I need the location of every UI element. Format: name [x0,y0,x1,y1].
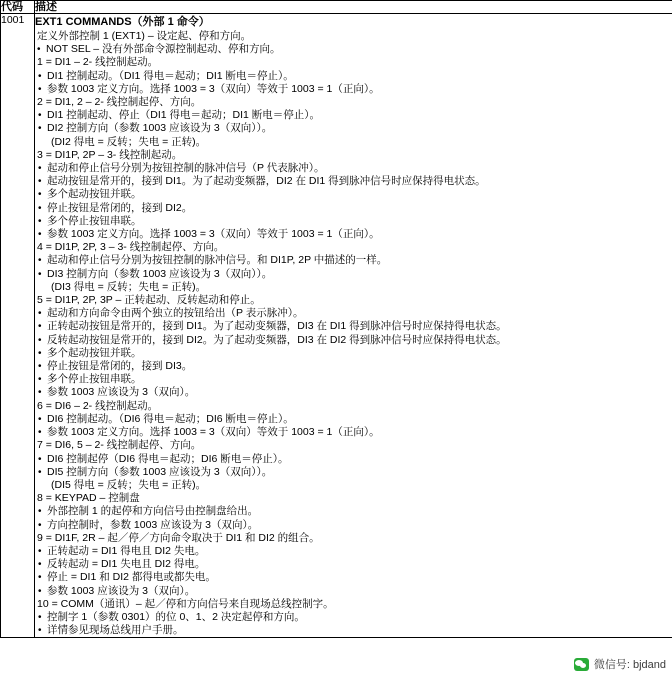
table-header-row [1,1,672,14]
description-line: • 参数 1003 应该设为 3（双向）。 [35,585,672,598]
description-line: • 起动和停止信号分别为按钮控制的脉冲信号（P 代表脉冲）。 [35,162,672,175]
description-line: • 停止按钮是常闭的，接到 DI2。 [35,202,672,215]
description-line: • 控制字 1（参数 0301）的位 0、1、2 决定起停和方向。 [35,611,672,624]
description-line: 10 = COMM（通讯）– 起／停和方向信号来自现场总线控制字。 [37,597,334,610]
description-line: • 参数 1003 定义方向。选择 1003 = 3（双向）等效于 1003 = 1（正向）。 [35,228,672,241]
column-header-description: 描述 [35,1,672,14]
description-line: • 起动和方向命令由两个独立的按钮给出（P 表示脉冲）。 [35,307,672,320]
description-line: • DI5 控制方向（参数 1003 应该设为 3（双向））。 [35,466,672,479]
description-line: • 方向控制时，参数 1003 应该设为 3（双向）。 [35,519,672,532]
description-line: • 参数 1003 应该设为 3（双向）。 [35,386,672,399]
description-line: 1 = DI1 – 2- 线控制起动。 [37,56,159,69]
description-line: • DI6 控制起停（DI6 得电＝起动；DI6 断电＝停止）。 [35,453,672,466]
description-line: • DI2 控制方向（参数 1003 应该设为 3（双向））。 [35,122,672,135]
column-header-code: 代码 [1,1,35,14]
description-line: • 外部控制 1 的起停和方向信号由控制盘给出。 [35,505,672,518]
description-line: • 参数 1003 定义方向。选择 1003 = 3（双向）等效于 1003 = 1（正向）。 [35,426,672,439]
description-line: • NOT SEL – 没有外部命令源控制起动、停和方向。 [35,43,672,56]
description-line: 6 = DI6 – 2- 线控制起动。 [37,399,159,412]
parameter-description [35,14,672,638]
parameter-code: 1001 [1,14,35,638]
description-line: 2 = DI1, 2 – 2- 线控制起停、方向。 [37,96,202,109]
description-line: 4 = DI1P, 2P, 3 – 3- 线控制起停、方向。 [37,241,225,254]
description-line: (DI5 得电 = 反转；失电 = 正转)。 [51,478,207,491]
description-line: 5 = DI1P, 2P, 3P – 正转起动、反转起动和停止。 [37,294,261,307]
description-line: • 多个停止按钮串联。 [35,215,672,228]
description-line: • 反转起动 = DI1 失电且 DI2 得电。 [35,558,672,571]
description-line: 定义外部控制 1 (EXT1) – 设定起、停和方向。 [37,30,252,42]
description-line: • 停止按钮是常闭的，接到 DI3。 [35,360,672,373]
description-line: • 详情参见现场总线用户手册。 [35,624,672,637]
description-line: 7 = DI6, 5 – 2- 线控制起停、方向。 [37,439,202,452]
description-line: • 多个停止按钮串联。 [35,373,672,386]
description-line: (DI2 得电 = 反转；失电 = 正转)。 [51,135,207,148]
parameter-title: EXT1 COMMANDS（外部 1 命令） [35,16,210,28]
description-line: • 停止 = DI1 和 DI2 都得电或都失电。 [35,571,672,584]
description-line: • DI3 控制方向（参数 1003 应该设为 3（双向））。 [35,268,672,281]
description-line: • 多个起动按钮并联。 [35,188,672,201]
watermark-text: 微信号: bjdand [593,659,666,671]
description-line: • 正转起动按钮是常开的，接到 DI1。为了起动变频器，DI3 在 DI1 得到脉冲信号时应保持得电状态。 [35,320,672,333]
description-line: • DI1 控制起动。（DI1 得电＝起动；DI1 断电＝停止）。 [35,70,672,83]
description-line: • 起动和停止信号分别为按钮控制的脉冲信号。和 DI1P, 2P 中描述的一样。 [35,254,672,267]
description-line: 9 = DI1F, 2R – 起／停／方向命令取决于 DI1 和 DI2 的组合。 [37,531,320,544]
description-line: • DI6 控制起动。（DI6 得电＝起动；DI6 断电＝停止）。 [35,413,672,426]
table-row [1,14,672,638]
description-line: • 多个起动按钮并联。 [35,347,672,360]
description-line: 8 = KEYPAD – 控制盘 [37,492,140,505]
watermark [574,656,666,672]
description-line: 3 = DI1P, 2P – 3- 线控制起动。 [37,148,183,161]
wechat-icon [574,658,589,671]
description-line: • DI1 控制起动、停止（DI1 得电＝起动；DI1 断电＝停止）。 [35,109,672,122]
description-line: • 反转起动按钮是常开的，接到 DI2。为了起动变频器，DI3 在 DI2 得到脉冲信号时应保持得电状态。 [35,334,672,347]
description-line: (DI3 得电 = 反转；失电 = 正转)。 [51,280,207,293]
description-lines [35,30,672,637]
description-line: • 正转起动 = DI1 得电且 DI2 失电。 [35,545,672,558]
description-line: • 参数 1003 定义方向。选择 1003 = 3（双向）等效于 1003 = 1（正向）。 [35,83,672,96]
description-line: • 起动按钮是常开的，接到 DI1。为了起动变频器，DI2 在 DI1 得到脉冲信号时应保持得电状态。 [35,175,672,188]
